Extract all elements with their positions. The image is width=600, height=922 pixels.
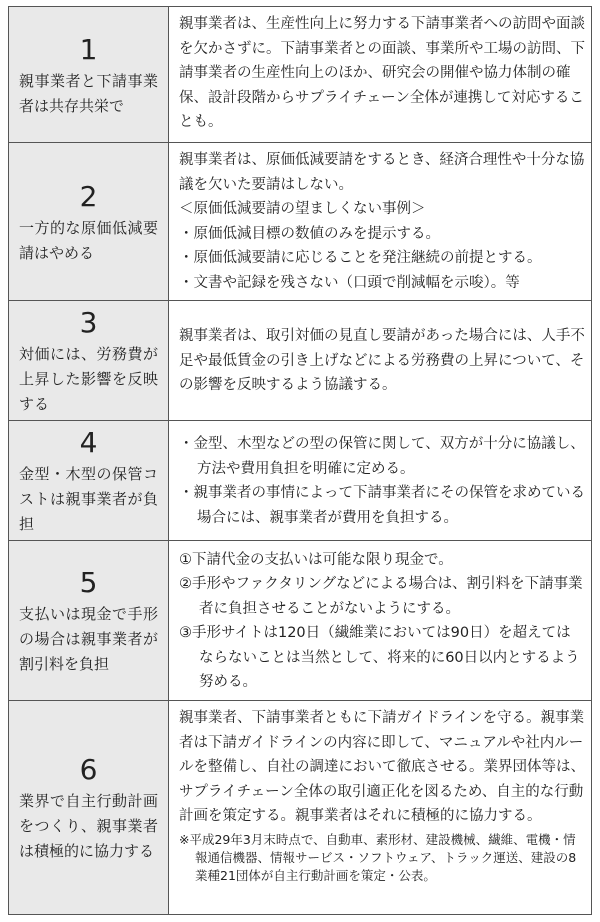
row-number: 2 xyxy=(79,179,98,213)
table-row xyxy=(9,541,592,701)
table-row xyxy=(9,143,592,301)
row-number: 5 xyxy=(79,566,98,599)
row-title: 支払いは現金で手形の場合は親事業者が割引料を負担 xyxy=(19,605,158,673)
row-number: 3 xyxy=(79,306,98,339)
table-row xyxy=(9,421,592,541)
row-body: 親事業者は、取引対価の見直し要請があった場合には、人手不足や最低賃金の引き上げなどによる労務費の上昇について、その影響を反映するよう協議する。 xyxy=(179,328,585,394)
row-header xyxy=(9,701,169,915)
row-title: 対価には、労務費が上昇した影響を反映する xyxy=(19,345,158,413)
guideline-table xyxy=(8,6,592,915)
row-number: 1 xyxy=(79,32,98,66)
row-header xyxy=(9,7,169,143)
row-body: 親事業者、下請事業者ともに下請ガイドラインを守る。親事業者は下請ガイドラインの内容に即して、マニュアルや社内ルールを整備し、自社の調達において徹底させる。業界団体等は、サプライチェーン全体の取引適正化を図るため、自主的な行動計画を策定する。親事業者はそれに積極的に協力する。 xyxy=(179,710,585,824)
list-item: ・原価低減目標の数値のみを提示する。 xyxy=(179,225,440,242)
row-body: 親事業者は、原価低減要請をするとき、経済合理性や十分な協議を欠いた要請はしない。 xyxy=(179,152,585,193)
row-number: 6 xyxy=(79,753,98,786)
row-content xyxy=(169,701,592,915)
list-item: ・金型、木型などの型の保管に関して、双方が十分に協議し、方法や費用負担を明確に定める。 xyxy=(179,436,585,477)
row-title: 金型・木型の保管コストは親事業者が負担 xyxy=(19,465,158,533)
row-title: 親事業者と下請事業者は共存共栄で xyxy=(19,71,158,115)
list-item: ③手形サイトは120日（繊維業においては90日）を超えてはならないことは当然として、将来的に60日以内とするよう努める。 xyxy=(179,625,580,690)
row-content xyxy=(169,143,592,301)
table-row xyxy=(9,701,592,915)
list-item: ②手形やファクタリングなどによる場合は、割引料を下請事業者に負担させることがないようにする。 xyxy=(179,576,583,617)
row-number: 4 xyxy=(79,426,98,459)
row-header xyxy=(9,541,169,701)
row-header xyxy=(9,301,169,421)
row-content xyxy=(169,541,592,701)
list-item: ・親事業者の事情によって下請事業者にその保管を求めている場合には、親事業者が費用を負担する。 xyxy=(179,485,585,526)
row-header xyxy=(9,421,169,541)
list-item: ・文書や記録を残さない（口頭で削減幅を示唆）。等 xyxy=(179,274,520,291)
row-title: 一方的な原価低減要請はやめる xyxy=(19,218,158,262)
row-title: 業界で自主行動計画をつくり、親事業者は積極的に協力する xyxy=(19,792,158,860)
table-row xyxy=(9,7,592,143)
row-subhead: ＜原価低減要請の望ましくない事例＞ xyxy=(179,201,426,217)
row-body: 親事業者は、生産性向上に努力する下請事業者への訪問や面談を欠かさずに。下請事業者との面談、事業所や工場の訪問、下請事業者の生産性向上のほか、研究会の開催や協力体制の確保、設計段階からサプライチェーン全体が連携して対応することも。 xyxy=(179,16,585,130)
row-header xyxy=(9,143,169,301)
table-row xyxy=(9,301,592,421)
row-content xyxy=(169,7,592,143)
list-item: ・原価低減要請に応じることを発注継続の前提とする。 xyxy=(179,250,542,266)
row-note: ※平成29年3月末時点で、自動車、素形材、建設機械、繊維、電機・情報通信機器、情報サービス・ソフトウェア、トラック運送、建設の8業種21団体が自主行動計画を策定・公表。 xyxy=(179,831,577,883)
row-content xyxy=(169,421,592,541)
row-content xyxy=(169,301,592,421)
list-item: ①下請代金の支払いは可能な限り現金で。 xyxy=(179,551,453,568)
